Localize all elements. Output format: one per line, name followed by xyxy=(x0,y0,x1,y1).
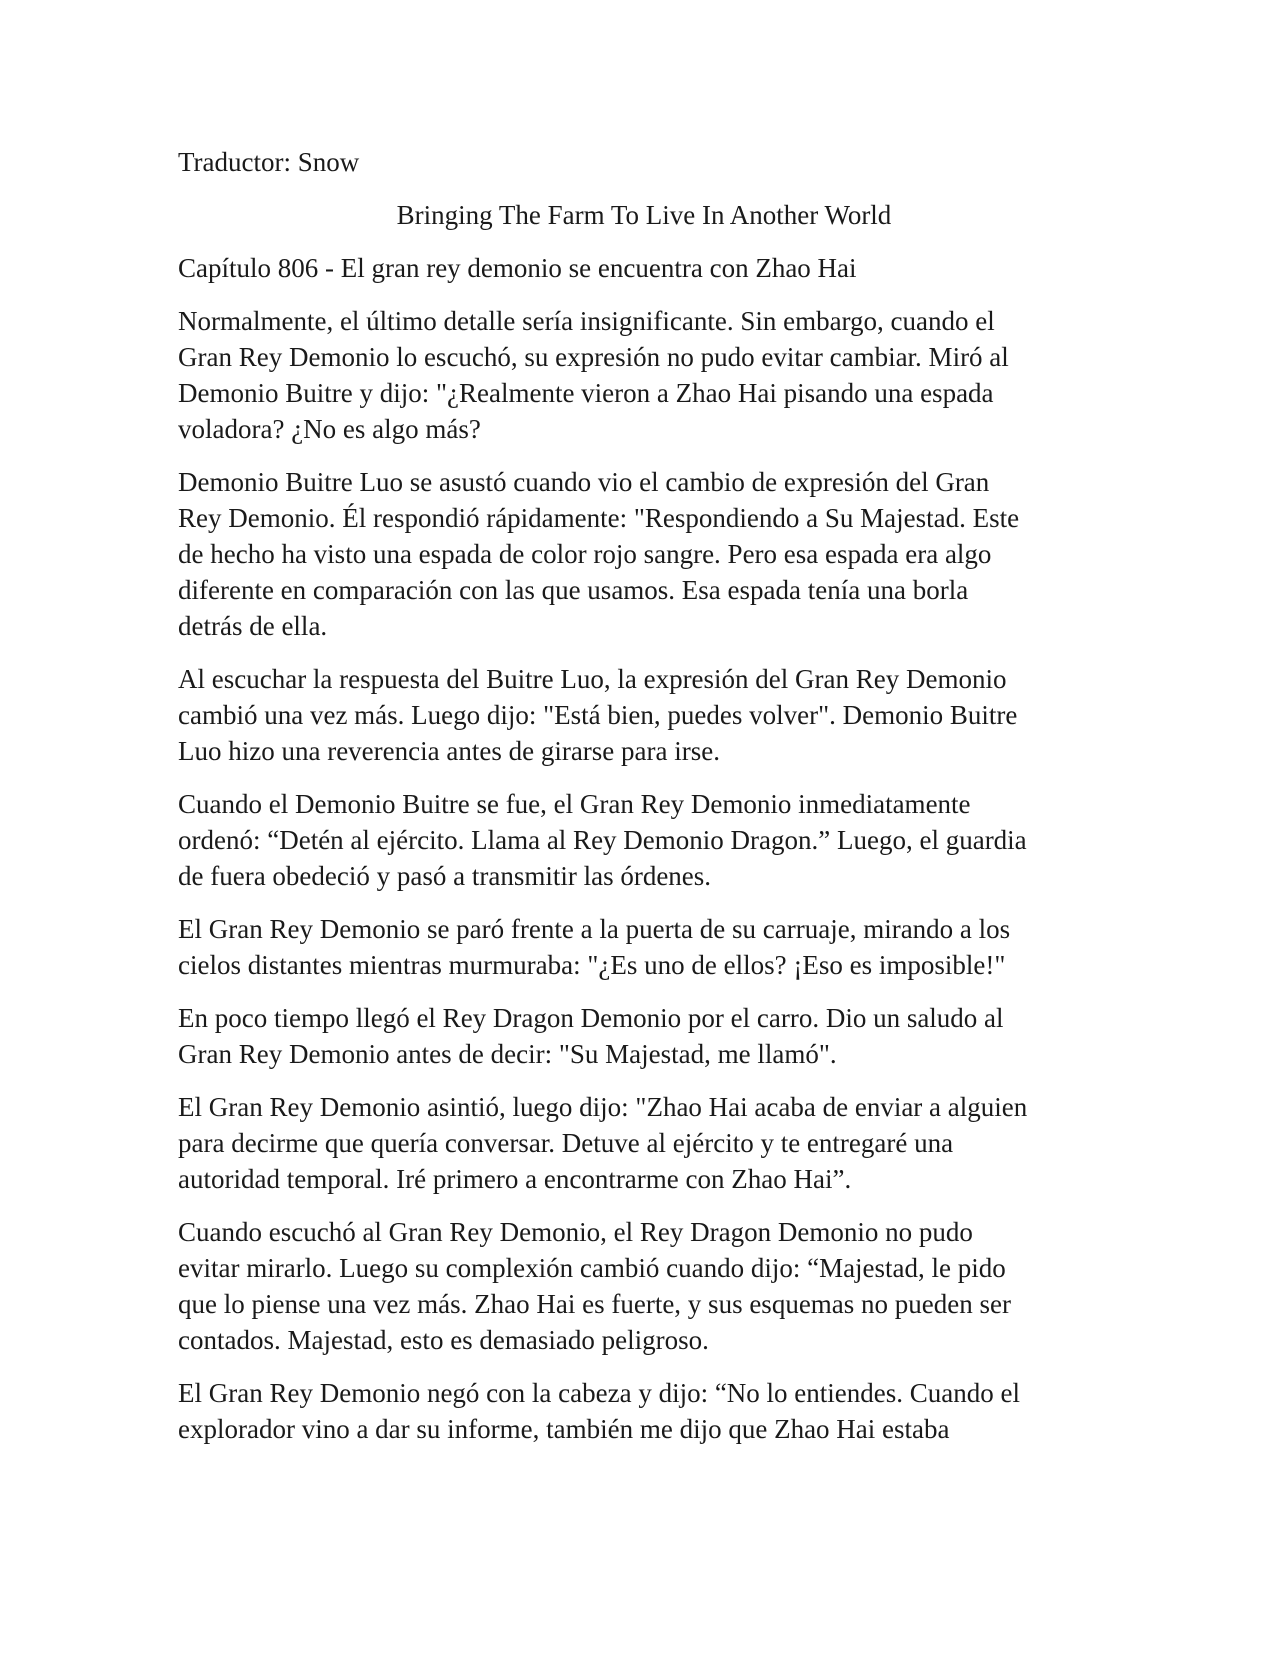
paragraph-line: de fuera obedeció y pasó a transmitir las órdenes. xyxy=(178,861,712,891)
chapter-title: Capítulo 806 - El gran rey demonio se encuentra con Zhao Hai xyxy=(178,253,857,283)
paragraph-line: detrás de ella. xyxy=(178,611,328,641)
paragraph-line: Rey Demonio. Él respondió rápidamente: "Respondiendo a Su Majestad. Este xyxy=(178,503,1020,533)
paragraph-line: cambió una vez más. Luego dijo: "Está bien, puedes volver". Demonio Buitre xyxy=(178,700,1018,730)
paragraph xyxy=(178,1214,1110,1358)
paragraph-line: Demonio Buitre Luo se asustó cuando vio el cambio de expresión del Gran xyxy=(178,467,990,497)
paragraph-line: voladora? ¿No es algo más? xyxy=(178,414,481,444)
translator-credit: Traductor: Snow xyxy=(178,147,360,177)
paragraph xyxy=(178,1000,1110,1072)
paragraph-line: Cuando escuchó al Gran Rey Demonio, el Rey Dragon Demonio no pudo xyxy=(178,1217,973,1247)
paragraph xyxy=(178,464,1110,644)
paragraph-line: que lo piense una vez más. Zhao Hai es fuerte, y sus esquemas no pueden ser xyxy=(178,1289,1011,1319)
paragraph-line: El Gran Rey Demonio se paró frente a la puerta de su carruaje, mirando a los xyxy=(178,914,1011,944)
paragraph xyxy=(178,911,1110,983)
paragraph-line: Gran Rey Demonio lo escuchó, su expresión no pudo evitar cambiar. Miró al xyxy=(178,342,1009,372)
paragraph-line: En poco tiempo llegó el Rey Dragon Demonio por el carro. Dio un saludo al xyxy=(178,1003,1004,1033)
paragraph-line: evitar mirarlo. Luego su complexión cambió cuando dijo: “Majestad, le pido xyxy=(178,1253,1006,1283)
paragraph-line: ordenó: “Detén al ejército. Llama al Rey Demonio Dragon.” Luego, el guardia xyxy=(178,825,1027,855)
paragraph xyxy=(178,1089,1110,1197)
paragraph-line: para decirme que quería conversar. Detuve al ejército y te entregaré una xyxy=(178,1128,954,1158)
paragraph-line: autoridad temporal. Iré primero a encontrarme con Zhao Hai”. xyxy=(178,1164,852,1194)
paragraph-line: Al escuchar la respuesta del Buitre Luo, la expresión del Gran Rey Demonio xyxy=(178,664,1007,694)
paragraph-line: diferente en comparación con las que usamos. Esa espada tenía una borla xyxy=(178,575,969,605)
paragraph-list xyxy=(178,303,1110,1447)
paragraph-line: contados. Majestad, esto es demasiado peligroso. xyxy=(178,1325,709,1355)
paragraph xyxy=(178,303,1110,447)
paragraph-line: Demonio Buitre y dijo: "¿Realmente vieron a Zhao Hai pisando una espada xyxy=(178,378,994,408)
paragraph xyxy=(178,661,1110,769)
paragraph-line: Cuando el Demonio Buitre se fue, el Gran Rey Demonio inmediatamente xyxy=(178,789,971,819)
paragraph xyxy=(178,1375,1110,1447)
paragraph-line: Gran Rey Demonio antes de decir: "Su Majestad, me llamó". xyxy=(178,1039,837,1069)
paragraph-line: El Gran Rey Demonio negó con la cabeza y dijo: “No lo entiendes. Cuando el xyxy=(178,1378,1020,1408)
paragraph-line: explorador vino a dar su informe, también me dijo que Zhao Hai estaba xyxy=(178,1414,950,1444)
paragraph-line: El Gran Rey Demonio asintió, luego dijo: "Zhao Hai acaba de enviar a alguien xyxy=(178,1092,1028,1122)
paragraph-line: Normalmente, el último detalle sería insignificante. Sin embargo, cuando el xyxy=(178,306,995,336)
document-body xyxy=(178,144,1110,1464)
paragraph xyxy=(178,786,1110,894)
paragraph-line: Luo hizo una reverencia antes de girarse para irse. xyxy=(178,736,720,766)
book-title: Bringing The Farm To Live In Another World xyxy=(396,200,892,230)
paragraph-line: de hecho ha visto una espada de color rojo sangre. Pero esa espada era algo xyxy=(178,539,992,569)
paragraph-line: cielos distantes mientras murmuraba: "¿Es uno de ellos? ¡Eso es imposible!" xyxy=(178,950,1006,980)
